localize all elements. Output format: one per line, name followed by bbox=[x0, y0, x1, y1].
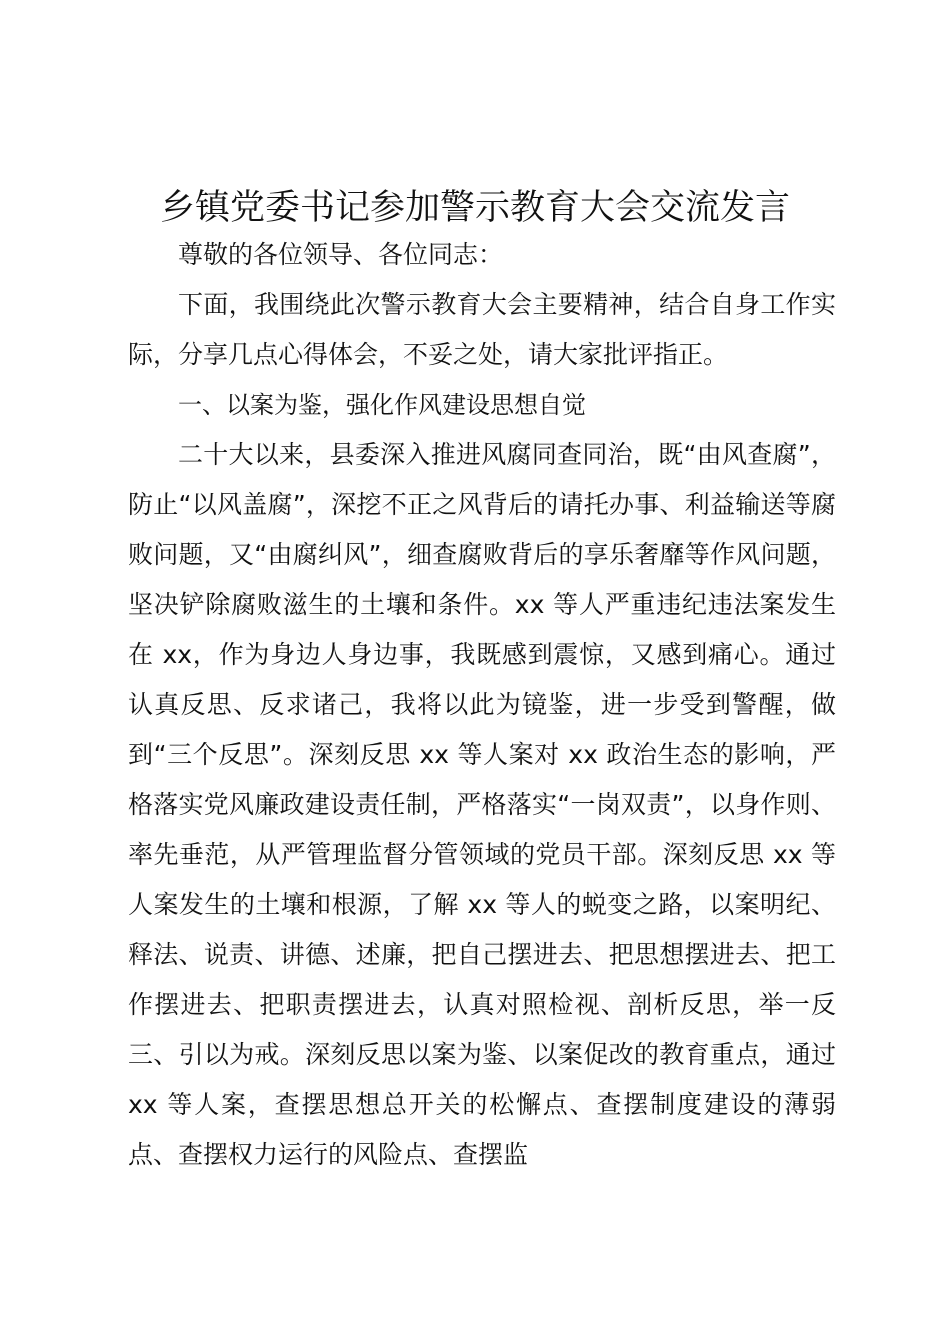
document-body bbox=[128, 230, 836, 1180]
salutation-paragraph: 尊敬的各位领导、各位同志： bbox=[178, 240, 504, 269]
body-paragraph-1: 二十大以来，县委深入推进风腐同查同治，既“由风查腐”，防止“以风盖腐”，深挖不正之风背后的请托办事、利益输送等腐败问题，又“由腐纠风”，细查腐败背后的享乐奢靡等作风问题，坚决铲除腐败滋生的土壤和条件。xx 等人严重违纪违法案发生在 xx，作为身边人身边事，我既感到震惊，又感到痛心。通过认真反思、反求诸己，我将以此为镜鉴，进一步受到警醒，做到“三个反思”。深刻反思 xx 等人案对 xx 政治生态的影响，严格落实党风廉政建设责任制，严格落实“一岗双责”，以身作则、率先垂范，从严管理监督分管领域的党员干部。深刻反思 xx 等人案发生的土壤和根源，了解 xx 等人的蜕变之路，以案明纪、释法、说责、讲德、述廉，把自己摆进去、把思想摆进去、把工作摆进去、把职责摆进去，认真对照检视、剖析反思，举一反三、引以为戒。深刻反思以案为鉴、以案促改的教育重点，通过 xx 等人案，查摆思想总开关的松懈点、查摆制度建设的薄弱点、查摆权力运行的风险点、查摆监 bbox=[128, 440, 836, 1169]
section-heading-1: 一、以案为鉴，强化作风建设思想自觉 bbox=[178, 391, 586, 419]
intro-paragraph: 下面，我围绕此次警示教育大会主要精神，结合自身工作实际，分享几点心得体会，不妥之处，请大家批评指正。 bbox=[128, 290, 836, 369]
document-title: 乡镇党委书记参加警示教育大会交流发言 bbox=[159, 188, 790, 228]
